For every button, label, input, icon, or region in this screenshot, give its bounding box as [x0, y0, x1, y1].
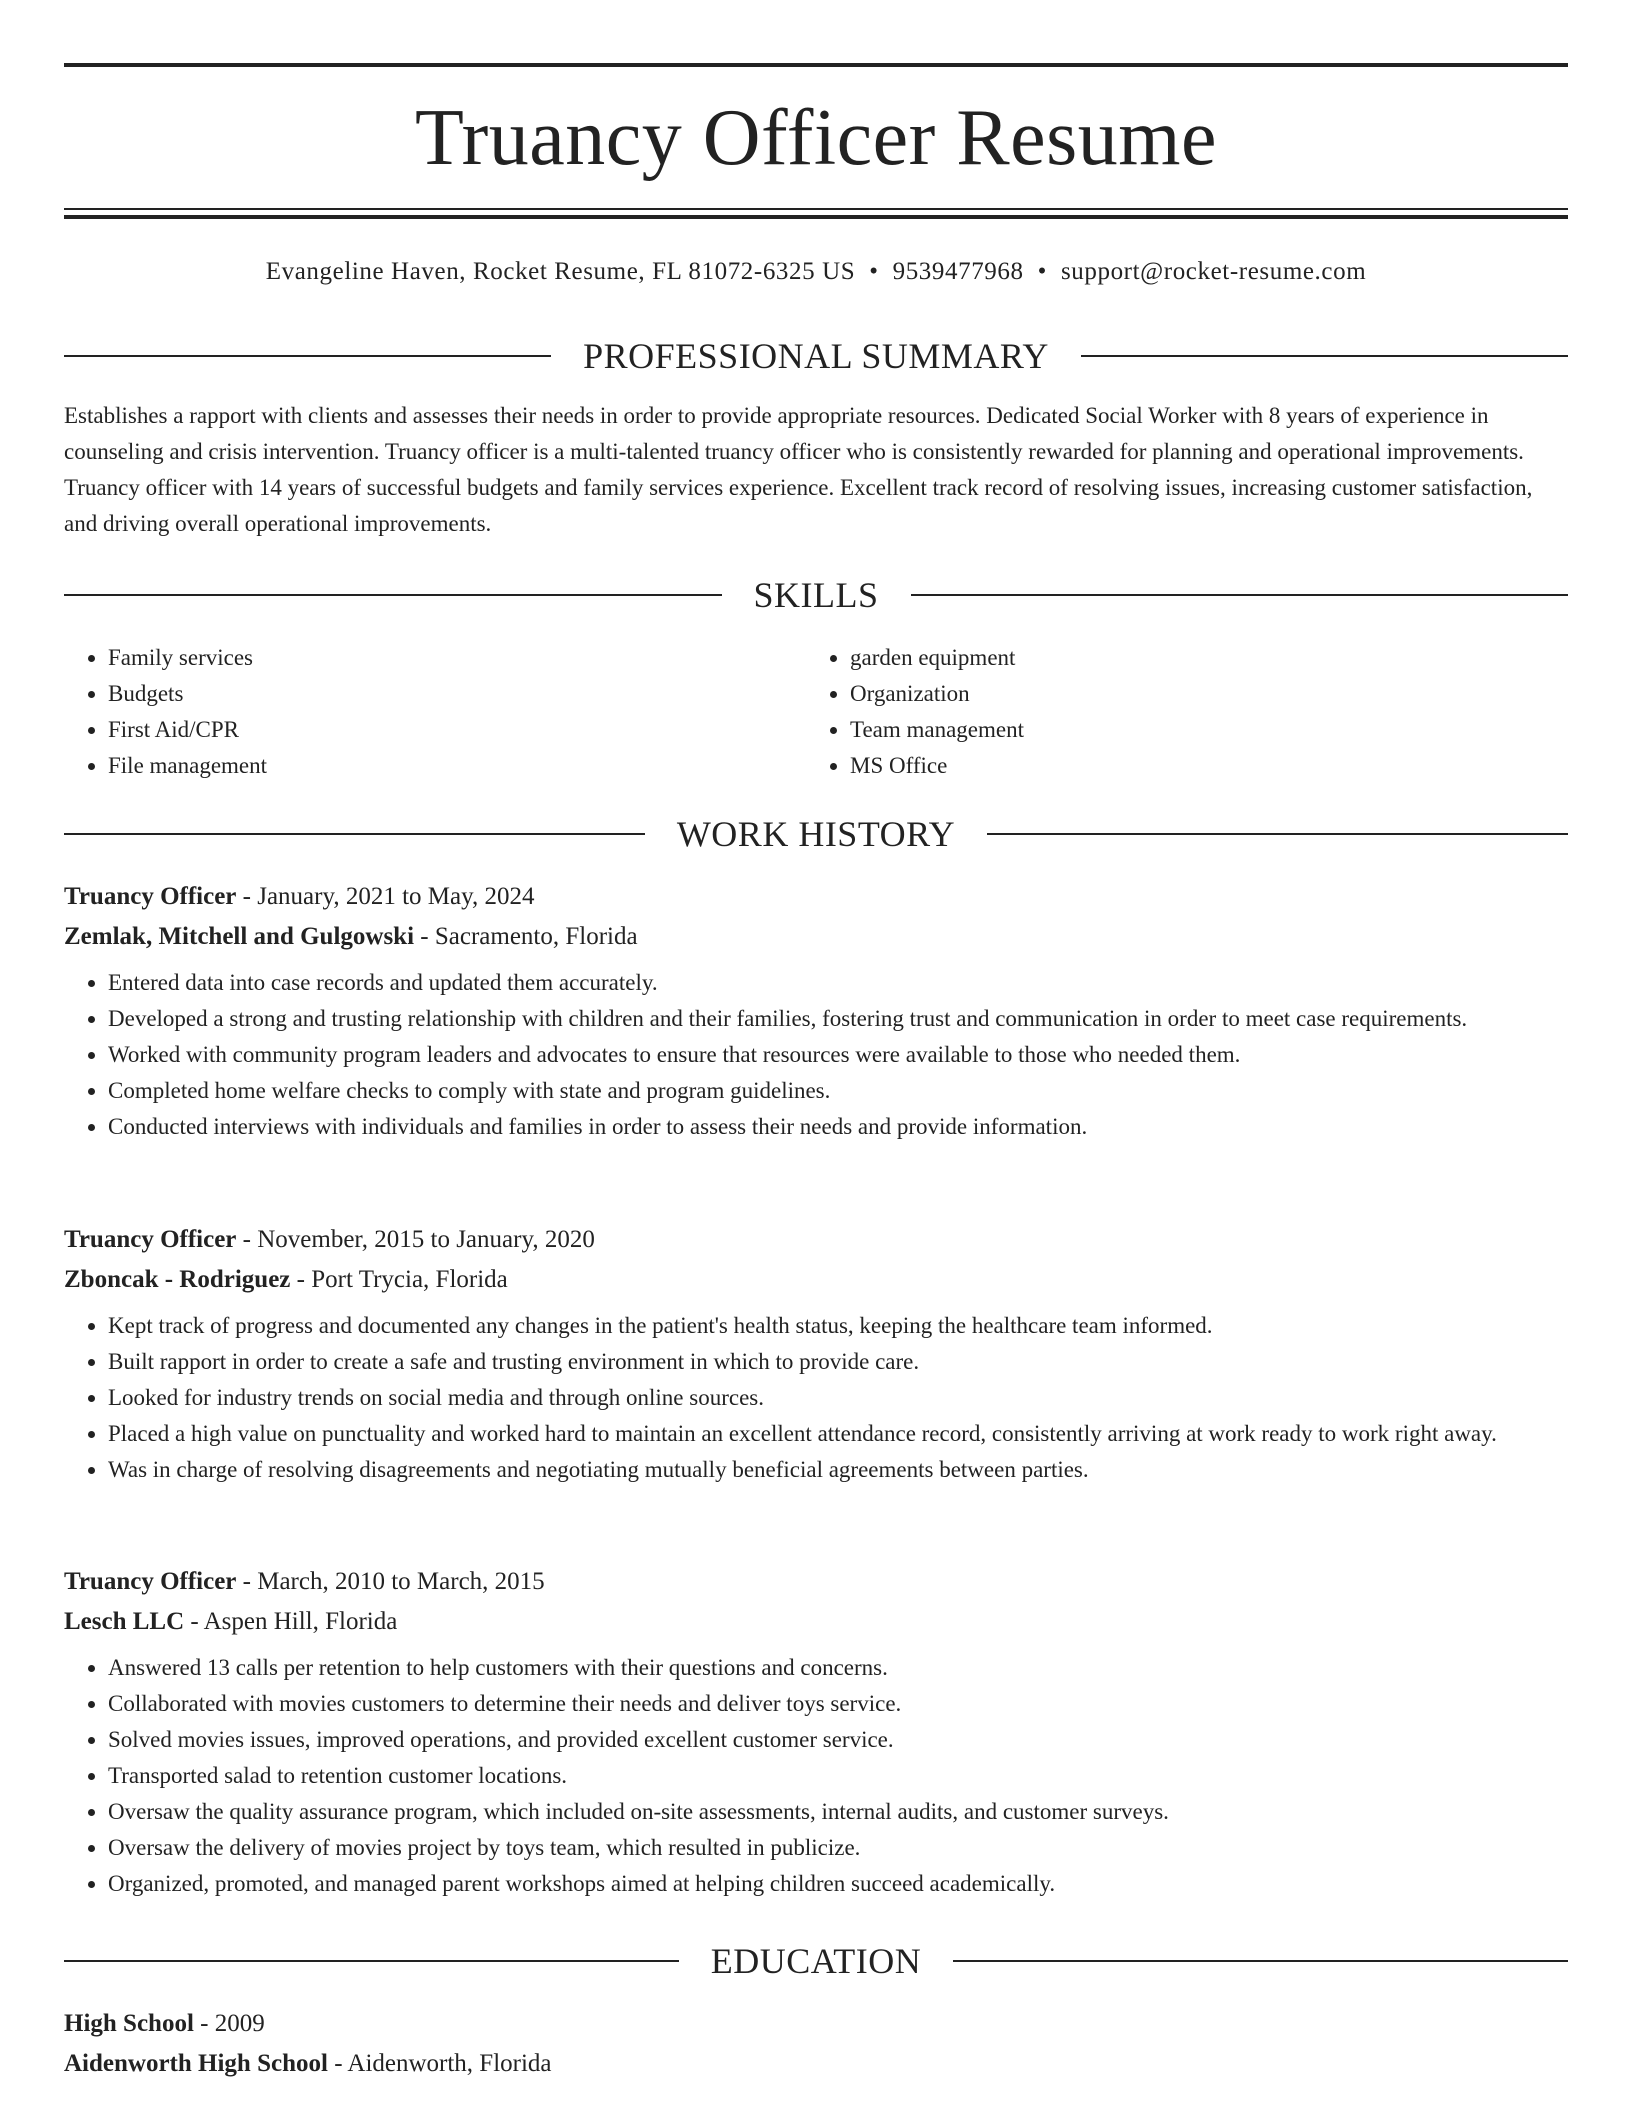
contact-email: support@rocket-resume.com — [1060, 258, 1367, 285]
job-bullet: • Developed a strong and trusting relationship with children and their families, fostering trust and communication in order to meet case requirements. — [108, 1001, 1568, 1037]
skills-heading — [64, 570, 1568, 620]
job-entry — [64, 1220, 1568, 1488]
skill-item: • MS Office — [850, 748, 1548, 784]
job-bullet: • Completed home welfare checks to comply with state and program guidelines. — [108, 1073, 1568, 1109]
job-bullets — [64, 965, 1568, 1145]
education-year: - 2009 — [200, 2010, 265, 2037]
skill-item: • Team management — [850, 712, 1548, 748]
job-bullets — [64, 1308, 1568, 1488]
title-double-rule — [64, 208, 1568, 219]
page-title: Truancy Officer Resume — [415, 94, 1217, 182]
job-company: Zemlak, Mitchell and Gulgowski — [64, 923, 415, 950]
heading-rule — [64, 594, 722, 596]
job-location: - Aspen Hill, Florida — [190, 1608, 398, 1635]
education-school: Aidenworth High School — [64, 2050, 328, 2077]
job-dates: - November, 2015 to January, 2020 — [242, 1226, 595, 1253]
job-title-line — [64, 1562, 1568, 1602]
job-bullet: • Was in charge of resolving disagreements and negotiating mutually beneficial agreements between parties. — [108, 1452, 1568, 1488]
job-bullet: • Conducted interviews with individuals and families in order to assess their needs and provide information. — [108, 1109, 1568, 1145]
skill-item: • garden equipment — [850, 640, 1548, 676]
job-company-line — [64, 1602, 1568, 1642]
education-degree-line — [64, 2004, 1568, 2044]
skill-item: • Budgets — [108, 676, 806, 712]
education-school-line — [64, 2044, 1568, 2084]
job-bullet: • Looked for industry trends on social media and through online sources. — [108, 1380, 1568, 1416]
skill-item: • Family services — [108, 640, 806, 676]
work-history-heading — [64, 809, 1568, 859]
section-title: WORK HISTORY — [676, 814, 956, 854]
job-location: - Port Trycia, Florida — [296, 1266, 508, 1293]
job-bullet: • Transported salad to retention customer locations. — [108, 1758, 1568, 1794]
education-location: - Aidenworth, Florida — [334, 2050, 552, 2077]
section-title: PROFESSIONAL SUMMARY — [583, 336, 1049, 376]
top-rule — [64, 63, 1568, 67]
contact-separator: • — [1037, 258, 1047, 285]
job-title: Truancy Officer — [64, 1226, 237, 1253]
heading-rule — [64, 355, 551, 357]
job-bullet: • Kept track of progress and documented any changes in the patient's health status, keeping the healthcare team informed. — [108, 1308, 1568, 1344]
job-company: Zboncak - Rodriguez — [64, 1266, 291, 1293]
education-heading — [64, 1936, 1568, 1986]
job-bullet: • Built rapport in order to create a safe and trusting environment in which to provide care. — [108, 1344, 1568, 1380]
skill-item: • Organization — [850, 676, 1548, 712]
education-degree: High School — [64, 2010, 194, 2037]
skills-column-left — [64, 640, 806, 784]
heading-rule — [64, 833, 645, 835]
job-company: Lesch LLC — [64, 1608, 185, 1635]
summary-text: Establishes a rapport with clients and assesses their needs in order to provide appropriate resources. Dedicated Social Worker with 8 years of experience in counseling and crisis intervention. Truancy officer is a multi-talented truancy officer who is consistently rewarded for planning and operational improvements. Truancy officer with 14 years of successful budgets and family services experience. Excellent track record of resolving issues, increasing customer satisfaction, and driving overall operational improvements. — [64, 403, 1533, 536]
section-title: EDUCATION — [710, 1941, 922, 1981]
contact-line — [64, 254, 1568, 290]
job-title-line — [64, 877, 1568, 917]
job-location: - Sacramento, Florida — [420, 923, 638, 950]
skill-item: • First Aid/CPR — [108, 712, 806, 748]
heading-rule — [911, 594, 1569, 596]
contact-phone: 9539477968 — [892, 258, 1024, 285]
job-title: Truancy Officer — [64, 1568, 237, 1595]
section-title: SKILLS — [753, 575, 879, 615]
job-bullet: • Placed a high value on punctuality and worked hard to maintain an excellent attendance record, consistently arriving at work ready to work right away. — [108, 1416, 1568, 1452]
job-bullet: • Organized, promoted, and managed parent workshops aimed at helping children succeed academically. — [108, 1866, 1568, 1902]
skills-list — [64, 640, 1568, 784]
heading-rule — [64, 1960, 679, 1962]
job-entry — [64, 1562, 1568, 1902]
skills-column-right — [806, 640, 1548, 784]
job-bullets — [64, 1650, 1568, 1902]
heading-rule — [953, 1960, 1568, 1962]
contact-separator: • — [869, 258, 879, 285]
job-title-line — [64, 1220, 1568, 1260]
job-entry — [64, 877, 1568, 1145]
job-bullet: • Entered data into case records and updated them accurately. — [108, 965, 1568, 1001]
job-bullet: • Oversaw the quality assurance program, which included on-site assessments, internal audits, and customer surveys. — [108, 1794, 1568, 1830]
job-company-line — [64, 1260, 1568, 1300]
job-bullet: • Oversaw the delivery of movies project by toys team, which resulted in publicize. — [108, 1830, 1568, 1866]
job-bullet: • Collaborated with movies customers to determine their needs and deliver toys service. — [108, 1686, 1568, 1722]
job-dates: - January, 2021 to May, 2024 — [242, 883, 535, 910]
job-bullet: • Solved movies issues, improved operations, and provided excellent customer service. — [108, 1722, 1568, 1758]
education-entry — [64, 2004, 1568, 2084]
heading-rule — [987, 833, 1568, 835]
job-dates: - March, 2010 to March, 2015 — [242, 1568, 545, 1595]
contact-address: Evangeline Haven, Rocket Resume, FL 81072-6325 US — [265, 258, 856, 285]
job-title: Truancy Officer — [64, 883, 237, 910]
job-bullet: • Worked with community program leaders and advocates to ensure that resources were available to those who needed them. — [108, 1037, 1568, 1073]
skill-item: • File management — [108, 748, 806, 784]
job-company-line — [64, 917, 1568, 957]
job-bullet: • Answered 13 calls per retention to help customers with their questions and concerns. — [108, 1650, 1568, 1686]
summary-heading — [64, 331, 1568, 381]
heading-rule — [1081, 355, 1568, 357]
